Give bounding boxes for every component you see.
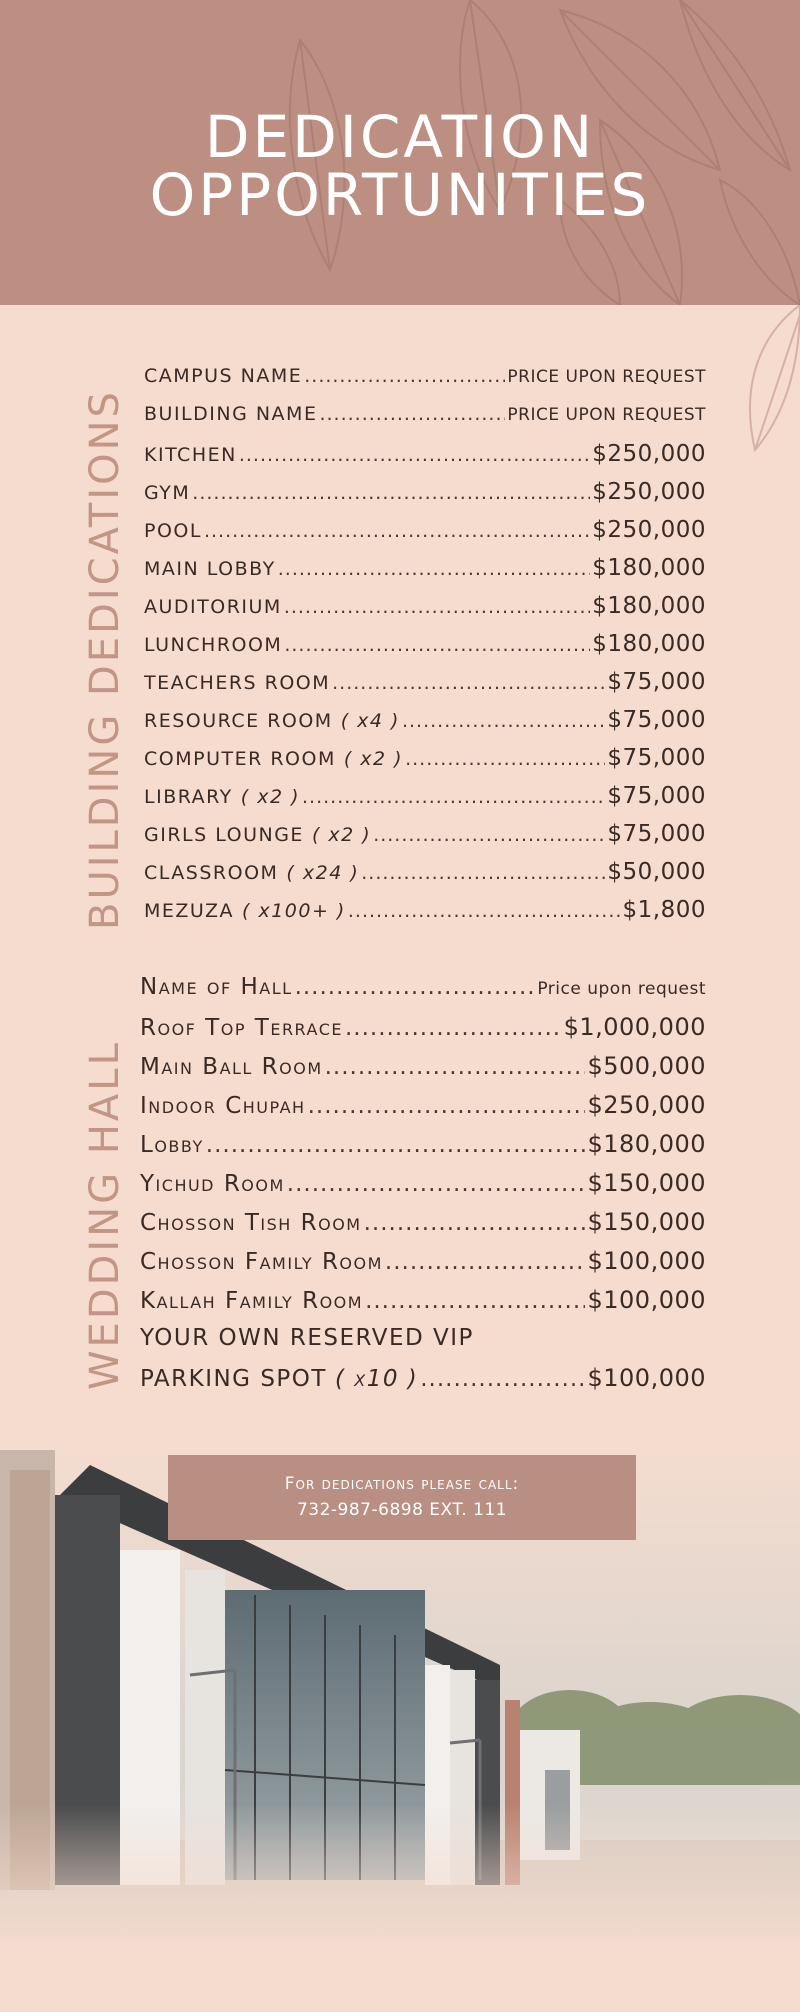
item-price: $100,000 [587,1364,706,1392]
list-item [144,593,706,631]
dot-leader [319,403,505,425]
item-name: LUNCHROOM [144,634,283,656]
item-name: Yichud Room [140,1171,285,1197]
dot-leader [192,482,590,504]
item-name: CLASSROOM [144,862,279,884]
dot-leader [295,974,536,1000]
item-name: KITCHEN [144,444,237,466]
list-item [140,1130,706,1169]
item-name: PARKING SPOT [140,1366,327,1392]
item-name: Roof Top Terrace [140,1015,343,1041]
list-item [144,745,706,783]
page-title [0,103,800,229]
item-multiplier: ( x10 ) [334,1366,419,1392]
title-line-1: DEDICATION [204,103,596,171]
item-name: GIRLS LOUNGE [144,824,304,846]
item-name: Chosson Family Room [140,1249,383,1275]
dot-leader [365,1288,585,1314]
item-name: Kallah Family Room [140,1288,364,1314]
dot-leader [284,634,590,656]
list-item [140,1013,706,1052]
dot-leader [364,1210,586,1236]
list-item [144,859,706,897]
item-multiplier: ( x2 ) [343,748,404,770]
list-item [140,1247,706,1286]
list-item [144,631,706,669]
item-price: $50,000 [607,859,706,885]
dot-leader [361,862,605,884]
item-price: $500,000 [587,1052,706,1080]
item-price: $100,000 [587,1247,706,1275]
item-price: $75,000 [607,783,706,809]
item-price: $180,000 [592,631,706,657]
item-price: $180,000 [592,593,706,619]
dot-leader [304,365,505,387]
list-item [144,821,706,859]
item-multiplier: ( x24 ) [286,862,360,884]
item-name: YOUR OWN RESERVED VIP [140,1325,474,1351]
contact-line-1: For dedications please call: [284,1474,520,1494]
item-name: COMPUTER ROOM [144,748,336,770]
item-price: $250,000 [592,479,706,505]
building-dedications-list [144,365,706,935]
dot-leader [308,1093,586,1119]
list-item [144,555,706,593]
dot-leader [287,1171,586,1197]
dot-leader [385,1249,586,1275]
item-price: $75,000 [607,821,706,847]
item-price: $150,000 [587,1169,706,1197]
footer-band [0,1945,800,2012]
item-name: GYM [144,482,191,504]
building-dedications-label: BUILDING DEDICATIONS [82,389,128,930]
dot-leader [332,672,605,694]
dot-leader [206,1132,586,1158]
item-name: TEACHERS ROOM [144,672,331,694]
list-item [140,1052,706,1091]
dot-leader [348,900,621,922]
list-item [144,897,706,935]
item-price: $180,000 [587,1130,706,1158]
list-item [140,1286,706,1325]
list-item [140,1091,706,1130]
item-price: PRICE UPON REQUEST [507,367,706,387]
header-banner [0,0,800,305]
dot-leader [325,1054,586,1080]
list-item [144,669,706,707]
item-name: MEZUZA [144,900,235,922]
item-price: Price upon request [537,979,706,999]
dot-leader [402,710,605,732]
item-name: RESOURCE ROOM [144,710,333,732]
list-item [140,1364,706,1403]
dot-leader [284,596,590,618]
item-name: LIBRARY [144,786,233,808]
leaf-decoration-icon [700,305,800,465]
title-line-2: OPPORTUNITIES [149,161,651,229]
list-item [144,403,706,441]
item-price: $100,000 [587,1286,706,1314]
item-price: $75,000 [607,745,706,771]
item-price: $250,000 [592,517,706,543]
list-item [140,1169,706,1208]
list-item [144,517,706,555]
list-item [144,365,706,403]
list-item [140,1208,706,1247]
list-item [140,974,706,1013]
item-name: Chosson Tish Room [140,1210,362,1236]
dot-leader [239,444,590,466]
item-price: $250,000 [587,1091,706,1119]
item-name: CAMPUS NAME [144,365,303,387]
item-name: AUDITORIUM [144,596,282,618]
dot-leader [278,558,591,580]
wedding-hall-label: WEDDING HALL [82,1040,128,1390]
dot-leader [302,786,605,808]
item-name: POOL [144,520,202,542]
list-item [144,441,706,479]
item-price: $250,000 [592,441,706,467]
list-item [140,1325,706,1364]
dot-leader [420,1366,585,1392]
item-multiplier: ( x100+ ) [242,900,346,922]
item-price: $75,000 [607,669,706,695]
item-name: BUILDING NAME [144,403,318,425]
item-price: $1,800 [622,897,706,923]
list-item [144,783,706,821]
item-name: Lobby [140,1132,204,1158]
contact-callout [168,1455,636,1540]
item-name: Indoor Chupah [140,1093,306,1119]
contact-phone[interactable]: 732-987-6898 EXT. 111 [296,1500,508,1520]
list-item [144,479,706,517]
item-name: Main Ball Room [140,1054,323,1080]
item-price: $150,000 [587,1208,706,1236]
dot-leader [204,520,590,542]
item-multiplier: ( x4 ) [340,710,400,732]
item-price: PRICE UPON REQUEST [507,405,706,425]
item-name: Name of Hall [140,974,293,1000]
item-multiplier: ( x2 ) [240,786,300,808]
dot-leader [373,824,605,846]
dot-leader [405,748,605,770]
list-item [144,707,706,745]
item-price: $1,000,000 [563,1013,706,1041]
item-name: MAIN LOBBY [144,558,276,580]
item-multiplier: ( x2 ) [311,824,372,846]
wedding-hall-list [140,974,706,1403]
item-price: $180,000 [592,555,706,581]
item-price: $75,000 [607,707,706,733]
dot-leader [345,1015,562,1041]
